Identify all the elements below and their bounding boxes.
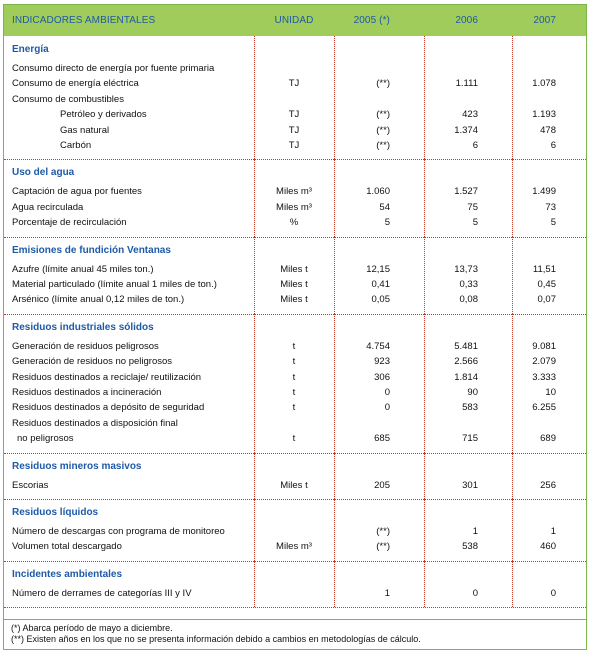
value-2005: 0 — [384, 402, 390, 414]
row-unit: t — [292, 340, 296, 352]
value-2005: 1 — [384, 587, 390, 599]
section-title: Energía — [12, 44, 49, 55]
value-2006: 715 — [462, 433, 478, 445]
section-title: Emisiones de fundición Ventanas — [12, 244, 171, 256]
table-row — [4, 524, 586, 539]
value-2006: 6 — [472, 140, 478, 151]
value-2006: 90 — [467, 387, 478, 398]
table-row — [4, 92, 586, 107]
row-unit: TJ — [288, 140, 300, 151]
value-2005: (**) — [376, 109, 390, 121]
row-unit: Miles m³ — [276, 201, 312, 213]
value-2007: 5 — [550, 217, 556, 229]
value-2006: 583 — [462, 402, 478, 414]
row-unit: Miles t — [280, 479, 308, 491]
section-title: Uso del agua — [12, 167, 75, 179]
row-unit: Miles t — [280, 294, 308, 306]
section-title: Incidentes ambientales — [12, 568, 123, 580]
table-row — [4, 354, 586, 369]
section-divider — [4, 453, 586, 454]
row-label: Material particulado (límite anual 1 miles de ton.) — [12, 279, 217, 290]
value-2005: 0,05 — [371, 294, 390, 306]
row-label: Residuos destinados a reciclaje/ reutilización — [12, 371, 202, 383]
table-row — [4, 478, 586, 493]
row-label: Carbón — [60, 140, 92, 151]
value-2007: 11,51 — [532, 263, 556, 275]
footnotes — [4, 619, 586, 645]
column-divider — [254, 159, 255, 236]
row-label: Número de descargas con programa de monitoreo — [12, 526, 225, 537]
row-unit: Miles t — [280, 263, 308, 275]
value-2006: 1 — [472, 526, 478, 537]
row-label: Gas natural — [60, 124, 110, 136]
column-divider — [334, 453, 335, 499]
value-2006: 0,08 — [459, 294, 478, 306]
value-2007: 9.081 — [532, 340, 556, 352]
value-2007: 256 — [540, 479, 556, 491]
row-label: Agua recirculada — [12, 201, 84, 213]
value-2006: 423 — [462, 109, 478, 121]
row-unit: t — [292, 402, 296, 414]
table-row — [4, 586, 586, 601]
row-label: Consumo de energía eléctrica — [12, 78, 139, 90]
value-2007: 0,45 — [537, 279, 556, 290]
row-unit: t — [292, 356, 296, 368]
value-2005: (**) — [376, 124, 390, 136]
value-2005: 306 — [374, 371, 390, 383]
value-2006: 75 — [467, 201, 478, 213]
table-row — [4, 123, 586, 138]
value-2006: 5.481 — [454, 340, 478, 352]
row-unit: TJ — [288, 78, 300, 90]
column-divider — [334, 561, 335, 607]
value-2005: 1.060 — [366, 186, 390, 198]
column-divider — [254, 453, 255, 499]
value-2005: 205 — [374, 479, 390, 491]
column-divider — [424, 237, 425, 314]
row-label: Consumo directo de energía por fuente primaria — [12, 63, 215, 74]
value-2006: 0,33 — [459, 279, 478, 290]
row-label: Volumen total descargado — [12, 541, 122, 553]
column-divider — [512, 453, 513, 499]
row-label: Residuos destinados a depósito de seguridad — [12, 402, 205, 414]
row-label: Residuos destinados a disposición final — [12, 417, 178, 429]
row-unit: t — [292, 371, 296, 383]
value-2007: 0 — [550, 587, 556, 599]
column-divider — [512, 36, 513, 159]
row-label: Porcentaje de recirculación — [12, 217, 127, 229]
value-2006: 2.566 — [454, 356, 478, 368]
table-row — [4, 370, 586, 385]
table-row — [4, 385, 586, 400]
column-divider — [334, 314, 335, 453]
column-divider — [512, 237, 513, 314]
table-row — [4, 107, 586, 122]
column-divider — [424, 36, 425, 159]
row-label: Captación de agua por fuentes — [12, 186, 142, 198]
value-2007: 0,07 — [537, 294, 556, 306]
header-unit: UNIDAD — [274, 15, 314, 26]
column-divider — [334, 159, 335, 236]
value-2007: 1.078 — [532, 78, 556, 90]
section-divider — [4, 499, 586, 500]
section-divider — [4, 561, 586, 562]
column-divider — [254, 499, 255, 561]
value-2005: (**) — [376, 140, 390, 151]
header-indicators: INDICADORES AMBIENTALES — [12, 15, 156, 26]
row-label: Residuos destinados a incineración — [12, 387, 162, 398]
footnote-1: (*) Abarca período de mayo a diciembre. — [11, 623, 173, 633]
row-label: Generación de residuos no peligrosos — [12, 356, 173, 368]
column-divider — [254, 36, 255, 159]
table-row — [4, 200, 586, 215]
footnote-2: (**) Existen años en los que no se presenta información debido a cambios en metodologías de cálculo. — [11, 634, 421, 644]
value-2007: 6 — [550, 140, 556, 151]
value-2006: 5 — [472, 217, 478, 229]
column-divider — [424, 159, 425, 236]
table-row — [4, 400, 586, 415]
table-row — [4, 277, 586, 292]
column-divider — [512, 561, 513, 607]
column-divider — [254, 561, 255, 607]
column-divider — [254, 314, 255, 453]
column-divider — [334, 499, 335, 561]
header-2006: 2006 — [455, 15, 478, 26]
value-2007: 2.079 — [532, 356, 556, 368]
section-divider — [4, 159, 586, 160]
column-divider — [424, 561, 425, 607]
indicators-table — [3, 4, 587, 650]
column-divider — [512, 159, 513, 236]
table-row — [4, 138, 586, 153]
value-2005: (**) — [376, 541, 390, 553]
table-row — [4, 539, 586, 554]
header-2007: 2007 — [533, 15, 556, 26]
column-divider — [512, 314, 513, 453]
value-2006: 538 — [462, 541, 478, 553]
table-header — [4, 5, 586, 36]
section-title: Residuos líquidos — [12, 507, 99, 518]
column-divider — [424, 453, 425, 499]
value-2007: 73 — [545, 201, 556, 213]
column-divider — [254, 237, 255, 314]
value-2006: 301 — [462, 479, 478, 491]
value-2005: 923 — [374, 356, 390, 368]
section-divider — [4, 607, 586, 608]
row-label: Consumo de combustibles — [12, 93, 124, 105]
row-label: Generación de residuos peligrosos — [12, 340, 159, 352]
row-label: Azufre (límite anual 45 miles ton.) — [12, 263, 154, 275]
value-2005: 0 — [384, 387, 390, 398]
row-unit: t — [292, 387, 296, 398]
value-2006: 1.111 — [455, 78, 478, 90]
table-row — [4, 184, 586, 199]
value-2006: 1.814 — [454, 371, 478, 383]
row-unit: Miles t — [280, 279, 308, 290]
value-2006: 0 — [472, 587, 478, 599]
value-2007: 1.193 — [532, 109, 556, 121]
value-2007: 10 — [545, 387, 556, 398]
value-2007: 689 — [540, 433, 556, 445]
value-2007: 478 — [540, 124, 556, 136]
section-title: Residuos industriales sólidos — [12, 321, 154, 333]
value-2005: 685 — [374, 433, 390, 445]
table-row — [4, 215, 586, 230]
value-2005: (**) — [376, 78, 390, 90]
value-2006: 1.527 — [454, 186, 478, 198]
value-2007: 3.333 — [532, 371, 556, 383]
column-divider — [424, 314, 425, 453]
value-2007: 1.499 — [532, 186, 556, 198]
value-2006: 13,73 — [454, 263, 478, 275]
table-row — [4, 416, 586, 431]
column-divider — [334, 237, 335, 314]
section-title: Residuos mineros masivos — [12, 460, 142, 472]
row-unit: Miles m³ — [276, 541, 312, 553]
row-label: Arsénico (límite anual 0,12 miles de ton.) — [12, 294, 185, 306]
section-divider — [4, 237, 586, 238]
value-2005: 4.754 — [366, 340, 390, 352]
table-row — [4, 76, 586, 91]
row-label: no peligrosos — [17, 433, 74, 445]
value-2006: 1.374 — [454, 124, 478, 136]
row-unit: TJ — [288, 124, 300, 136]
row-unit: TJ — [288, 109, 300, 121]
table-row — [4, 292, 586, 307]
column-divider — [424, 499, 425, 561]
column-divider — [512, 499, 513, 561]
value-2005: 0,41 — [371, 279, 390, 290]
row-unit: t — [292, 433, 296, 445]
column-divider — [334, 36, 335, 159]
table-row — [4, 61, 586, 76]
value-2005: (**) — [376, 526, 390, 537]
value-2005: 12,15 — [366, 263, 390, 275]
row-unit: % — [289, 217, 299, 229]
value-2005: 5 — [384, 217, 390, 229]
value-2005: 54 — [379, 201, 390, 213]
table-row — [4, 431, 586, 446]
value-2007: 6.255 — [532, 402, 556, 414]
row-unit: Miles m³ — [276, 186, 312, 198]
section-divider — [4, 314, 586, 315]
row-label: Petróleo y derivados — [60, 109, 147, 121]
table-row — [4, 339, 586, 354]
table-row — [4, 262, 586, 277]
row-label: Escorias — [12, 479, 49, 491]
value-2007: 460 — [540, 541, 556, 553]
row-label: Número de derrames de categorías III y IV — [12, 587, 192, 599]
value-2007: 1 — [550, 526, 556, 537]
header-2005: 2005 (*) — [353, 15, 390, 26]
